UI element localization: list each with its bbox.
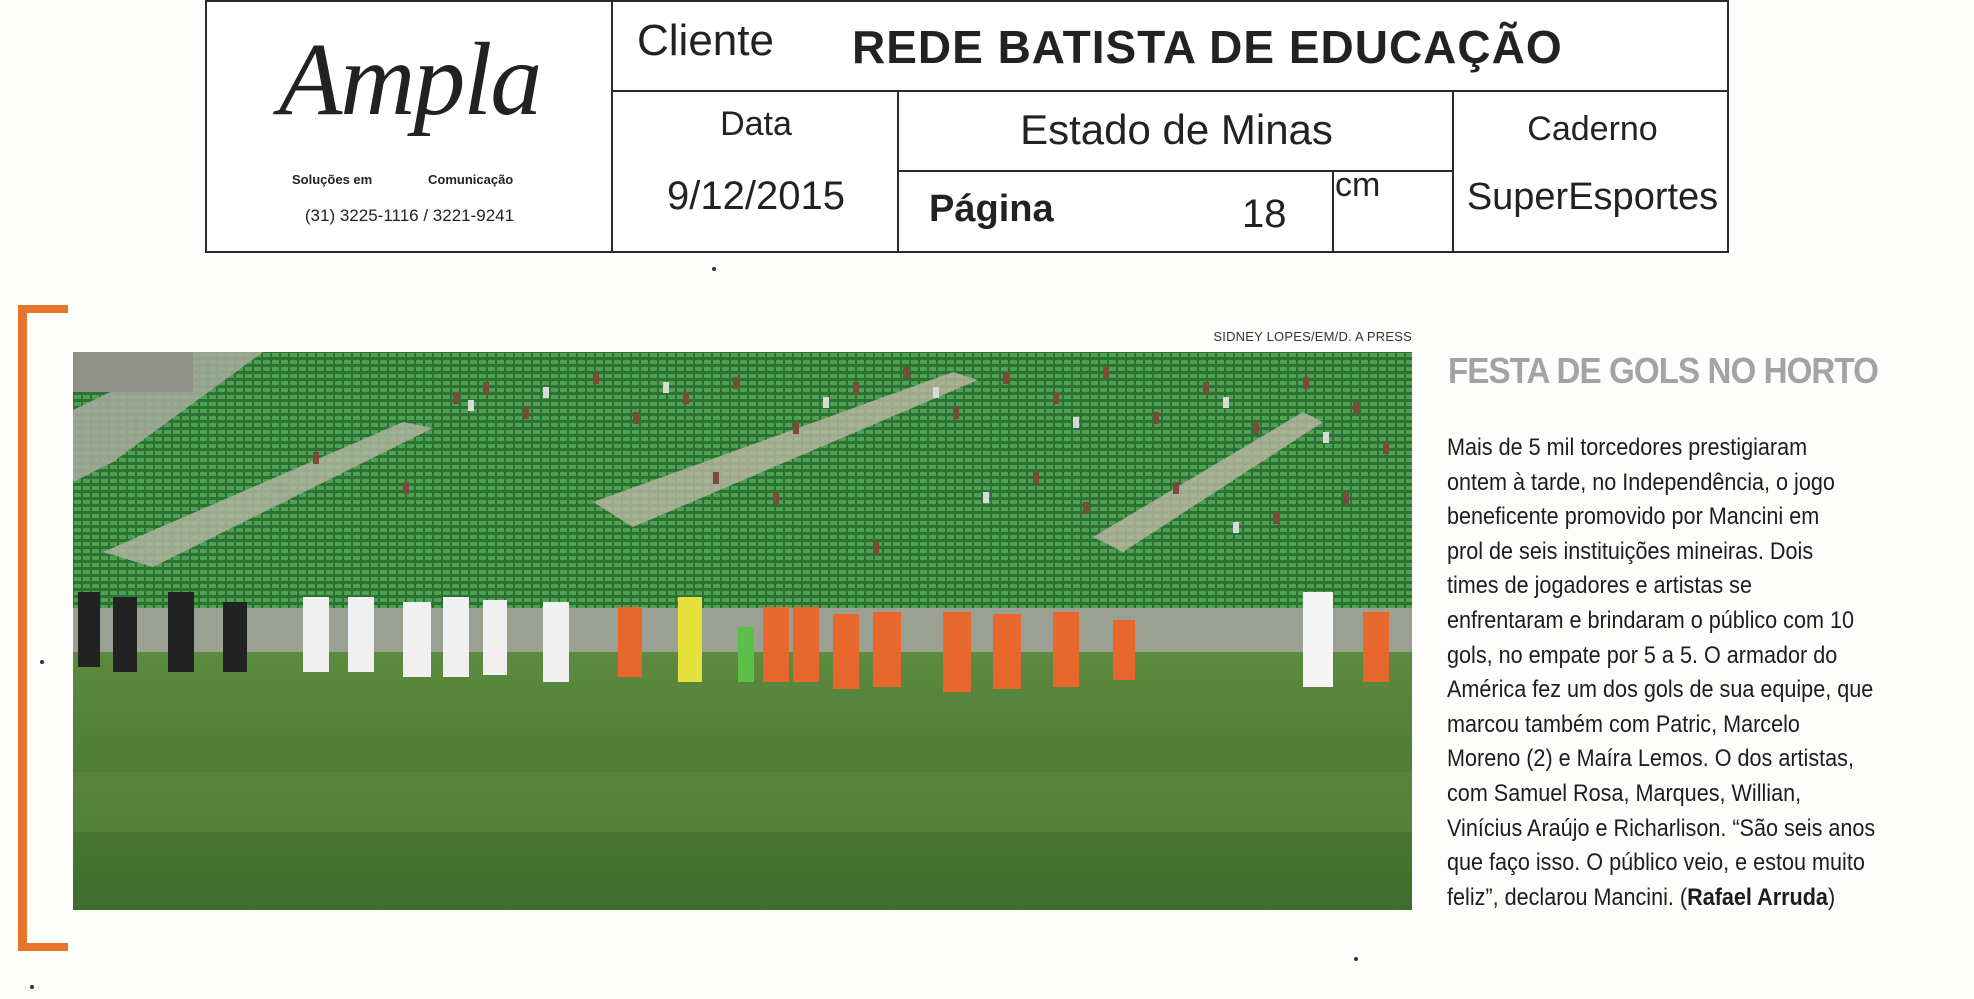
scan-speck — [40, 660, 44, 664]
agency-logo-wordmark: Ampla — [278, 22, 541, 137]
scan-speck — [712, 267, 716, 271]
cliente-label: Cliente — [637, 16, 774, 65]
body-line: Mais de 5 mil torcedores prestigiaram — [1447, 434, 1808, 461]
article-author: Rafael Arruda — [1687, 883, 1828, 911]
divider — [1332, 170, 1334, 253]
last-line-text: feliz”, declarou Mancini. ( — [1447, 883, 1688, 911]
caderno-label: Caderno — [1527, 110, 1658, 148]
scan-speck — [1354, 957, 1358, 961]
body-line: gols, no empate por 5 a 5. O armador do — [1447, 641, 1838, 669]
agency-tagline-right: Comunicação — [428, 172, 514, 187]
pagina-label: Página — [929, 188, 1054, 230]
data-value: 9/12/2015 — [667, 174, 845, 218]
body-line-last — [1447, 881, 1897, 916]
body-line: prol de seis instituições mineiras. Dois — [1447, 537, 1814, 565]
body-line: com Samuel Rosa, Marques, Willian, — [1447, 779, 1802, 807]
last-line-close: ) — [1827, 883, 1836, 911]
body-line: marcou também com Patric, Marcelo — [1447, 710, 1800, 738]
data-label: Data — [720, 105, 792, 143]
body-line: beneficente promovido por Mancini em — [1447, 503, 1820, 531]
article-photo — [73, 352, 1412, 910]
orange-bracket — [18, 305, 68, 951]
body-line: Vinícius Araújo e Richarlison. “São seis anos — [1447, 814, 1876, 842]
body-line: Moreno (2) e Maíra Lemos. O dos artistas, — [1447, 745, 1854, 773]
cliente-value: REDE BATISTA DE EDUCAÇÃO — [852, 21, 1563, 73]
cm-label: cm — [1335, 166, 1381, 204]
body-line: times de jogadores e artistas se — [1447, 572, 1752, 600]
article-headline: FESTA DE GOLS NO HORTO — [1448, 350, 1878, 391]
body-line: enfrentaram e brindaram o público com 10 — [1447, 606, 1855, 634]
agency-phone: (31) 3225-1116 / 3221-9241 — [304, 206, 515, 225]
photo-credit: SIDNEY LOPES/EM/D. A PRESS — [1213, 329, 1412, 344]
body-line: América fez um dos gols de sua equipe, que — [1447, 676, 1874, 704]
divider — [611, 90, 1729, 92]
veiculo-value: Estado de Minas — [1020, 106, 1333, 153]
caderno-value: SuperEsportes — [1466, 176, 1719, 218]
agency-tagline-left: Soluções em — [292, 172, 373, 187]
body-line: que faço isso. O público veio, e estou muito — [1447, 849, 1865, 877]
pagina-value: 18 — [1242, 192, 1287, 236]
scan-speck — [30, 985, 34, 989]
clipping-header — [205, 0, 1729, 253]
article-body — [1447, 431, 1947, 915]
body-line: ontem à tarde, no Independência, o jogo — [1447, 468, 1835, 496]
